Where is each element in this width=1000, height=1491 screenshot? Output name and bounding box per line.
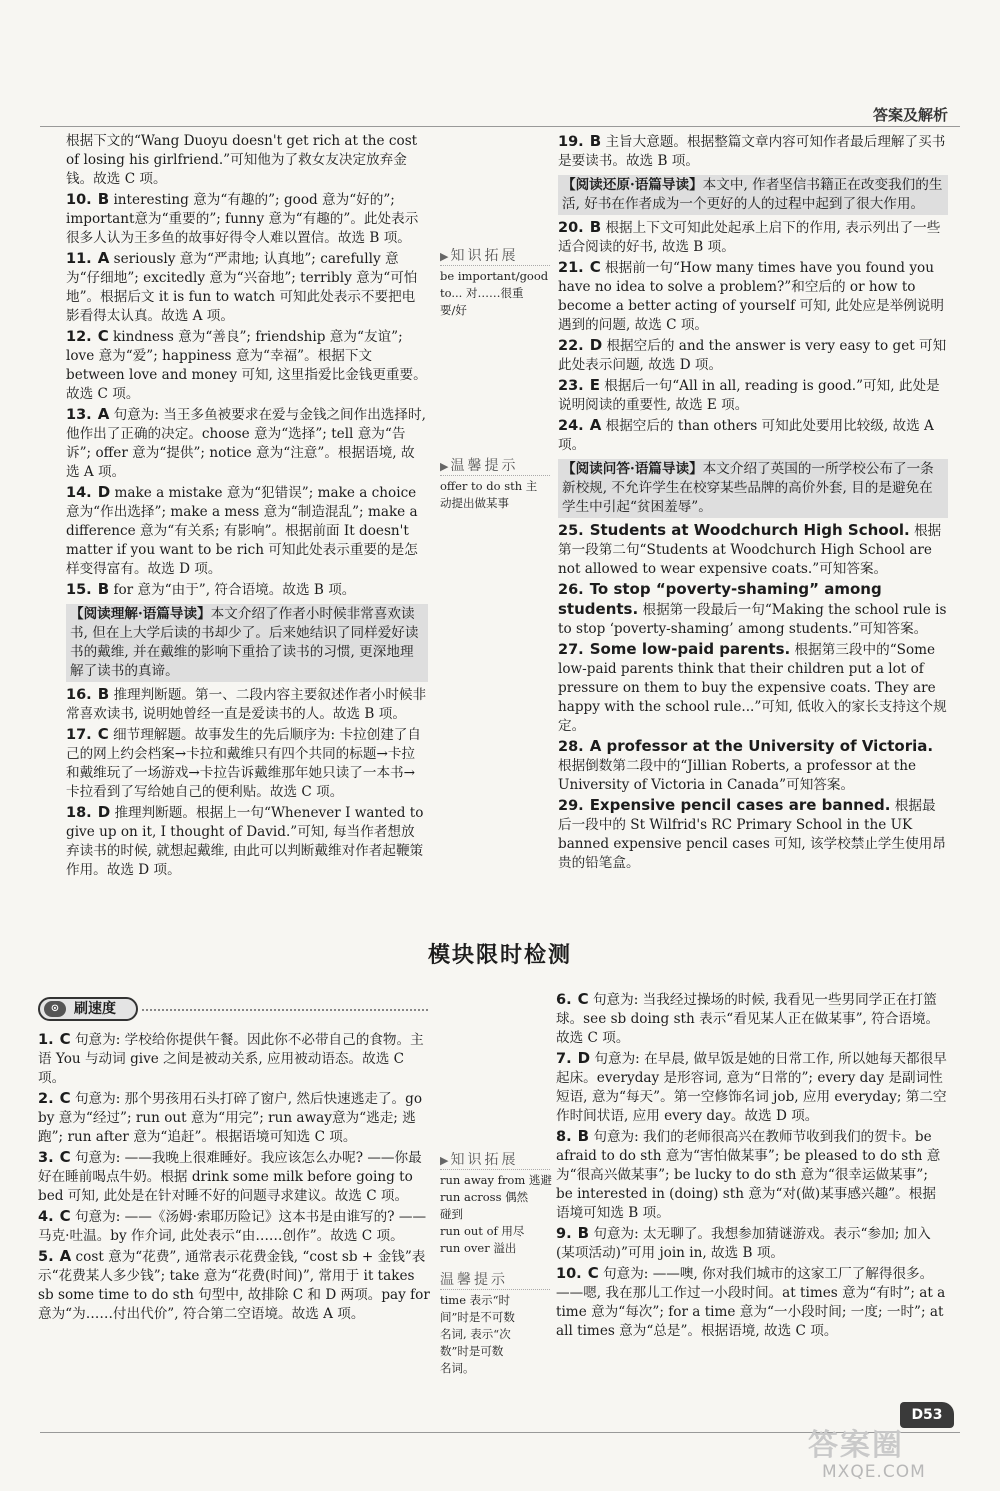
question-number: 1. bbox=[38, 1032, 54, 1048]
question-number: 17. bbox=[66, 727, 92, 743]
question-number: 14. bbox=[66, 485, 92, 501]
question-number: 12. bbox=[66, 329, 92, 345]
question-number: 19. bbox=[558, 134, 584, 150]
explanation-text: 句意为: 当王多鱼被要求在爱与金钱之间作出选择时, 他作出了正确的决定。choose 意为“选择”; tell 意为“告诉”; offer 意为“提供”; notice 意为“注意”。根据语境, 故选 A 项。 bbox=[66, 407, 426, 480]
explanation-text: 根据第一段第二句“Students at Woodchurch High School are not allowed to wear expensive coats.”可知答案。 bbox=[558, 523, 942, 577]
question-number: 11. bbox=[66, 251, 92, 267]
side-note-line: 名词, 表示“次 bbox=[440, 1327, 511, 1341]
explanation-text: 句意为: 太无聊了。我想参加猜谜游戏。表示“参加; 加入(某项活动)”可用 join in, 故选 B 项。 bbox=[556, 1226, 931, 1261]
answer-item bbox=[558, 796, 948, 873]
question-number: 16. bbox=[66, 687, 92, 703]
question-number: 20. bbox=[558, 220, 584, 236]
answer-key: D bbox=[577, 1049, 591, 1067]
guide-text: 本文介绍了英国的一所学校公布了一条新校规, 不允许学生在校穿某些品牌的高价外套, 目的是避免在学生中引起“贫困羞辱”。 bbox=[562, 461, 934, 515]
explanation-text: 根据前一句“How many times have you found you have no idea to solve a problem?”和空后的 or how to become a better acting of yourself 可知, 此处应是举例说明遇到的问题, 故选 C 项。 bbox=[558, 260, 945, 333]
answer-item bbox=[558, 336, 948, 375]
guide-tag: 【阅读问答·语篇导读】 bbox=[562, 461, 703, 477]
answer-key: C bbox=[59, 1148, 71, 1166]
guide-qa bbox=[558, 459, 948, 518]
section-title: 模块限时检测 bbox=[427, 943, 572, 968]
answer-item bbox=[558, 640, 948, 736]
arrow-right-icon: ▶ bbox=[440, 250, 449, 263]
watermark-logo: 答案圈 bbox=[808, 1428, 904, 1463]
explanation-text: 根据最后一段中的 St Wilfrid's RC Primary School in the UK banned expensive pencil cases 可知, 该学校禁止学生使用昂贵的铅笔盒。 bbox=[558, 798, 946, 871]
explanation-text: 句意为: 在早晨, 做早饭是她的日常工作, 所以她每天都很早起床。everyday 是形容词, 意为“日常的”; every day 是副词性短语, 意为“每天”。第一空修饰名词 job, 应用 everyday; 第二空作时间状语, 应用 every day。故选 D 项。 bbox=[556, 1051, 947, 1124]
answer-item bbox=[38, 1030, 430, 1088]
header-rule bbox=[40, 126, 960, 127]
arrow-right-icon: ▶ bbox=[440, 460, 449, 473]
answer-list bbox=[38, 1030, 430, 1324]
question-number: 4. bbox=[38, 1209, 54, 1225]
answer-key: D bbox=[589, 336, 603, 354]
side-note-tip bbox=[440, 458, 552, 512]
answer-key: C bbox=[587, 1264, 599, 1282]
explanation-text: 根据下文的“Wang Duoyu doesn't get rich at the cost of losing his girlfriend.”可知他为了救女友决定放弃金钱。故选 C 项。 bbox=[66, 133, 418, 187]
question-number: 7. bbox=[556, 1051, 572, 1067]
answer-list bbox=[66, 685, 428, 880]
side-note-tip bbox=[440, 1272, 552, 1377]
explanation-text: 推理判断题。根据上一句“Whenever I wanted to give up on it, I thought of David.”可知, 每当作者想放弃读书的时候, 就想起戴维, 由此可以判断戴维对作者起鞭策作用。故选 D 项。 bbox=[66, 805, 424, 878]
answer-key: A professor at the University of Victoria. bbox=[589, 737, 934, 755]
side-note-line: time 表示“时 bbox=[440, 1293, 511, 1307]
side-note-line: 数”时是可数 bbox=[440, 1344, 504, 1358]
answer-list bbox=[558, 218, 948, 455]
answer-item bbox=[556, 990, 948, 1048]
answer-item bbox=[66, 132, 428, 189]
question-number: 26. bbox=[558, 582, 584, 598]
side-note-head: 温馨提示 bbox=[440, 1272, 550, 1290]
answer-item bbox=[66, 685, 428, 724]
arrow-right-icon: ▶ bbox=[440, 1154, 449, 1167]
answer-key: C bbox=[577, 990, 589, 1008]
answer-item bbox=[558, 416, 948, 455]
watermark-url: MXQE.COM bbox=[822, 1462, 926, 1482]
answer-item bbox=[66, 190, 428, 248]
explanation-text: 推理判断题。第一、二段内容主要叙述作者小时候非常喜欢读书, 说明她曾经一直是爱读书的人。故选 B 项。 bbox=[66, 687, 427, 722]
answer-item bbox=[38, 1247, 430, 1324]
answer-item bbox=[66, 803, 428, 880]
answer-key: To stop “poverty-shaming” among students. bbox=[558, 580, 882, 618]
answer-key: Students at Woodchurch High School. bbox=[589, 521, 910, 539]
answer-key: D bbox=[97, 803, 111, 821]
speed-badge bbox=[38, 997, 428, 1023]
explanation-text: 根据第一段最后一句“Making the school rule is to stop ‘poverty-shaming’ among students.”可知答案。 bbox=[558, 602, 947, 637]
answer-key: A bbox=[59, 1247, 72, 1265]
question-number: 5. bbox=[38, 1249, 54, 1265]
answer-key: B bbox=[97, 685, 110, 703]
side-note-head: ▶ 知识拓展 bbox=[440, 248, 550, 266]
explanation-text: 细节理解题。故事发生的先后顺序为: 卡拉创建了自己的网上约会档案→卡拉和戴维只有四个共同的标题→卡拉和戴维玩了一场游戏→卡拉告诉戴维那年她只读了一本书→卡拉看到了写给她自己的便利贴。故选 C 项。 bbox=[66, 727, 421, 800]
explanation-text: 根据空后的 than others 可知此处要用比较级, 故选 A 项。 bbox=[558, 418, 934, 453]
answer-item bbox=[558, 376, 948, 415]
side-note-line: 要/好 bbox=[440, 303, 467, 317]
explanation-text: 句意为: 当我经过操场的时候, 我看见一些男同学正在打篮球。see sb doing sth 表示“看见某人正在做某事”, 符合语境。故选 C 项。 bbox=[556, 992, 940, 1046]
question-number: 28. bbox=[558, 739, 584, 755]
answer-key: D bbox=[97, 483, 111, 501]
answer-key: Some low-paid parents. bbox=[589, 640, 791, 658]
answer-item bbox=[558, 218, 948, 257]
answer-key: B bbox=[577, 1127, 590, 1145]
side-note-line: offer to do sth 主 bbox=[440, 479, 538, 493]
question-number: 10. bbox=[66, 192, 92, 208]
answer-key: C bbox=[59, 1089, 71, 1107]
side-note-knowledge bbox=[440, 248, 552, 319]
answer-item bbox=[558, 580, 948, 639]
explanation-text: 句意为: ——我晚上很难睡好。我应该怎么办呢? ——你最好在睡前喝点牛奶。根据 drink some milk before going to bed 可知, 此处是在针对睡不好的问题寻求建议。故选 C 项。 bbox=[38, 1150, 422, 1204]
explanation-text: 根据后一句“All in all, reading is good.”可知, 此处是说明阅读的重要性, 故选 E 项。 bbox=[558, 378, 940, 413]
answer-key: C bbox=[589, 258, 601, 276]
side-note-line: 动提出做某事 bbox=[440, 496, 509, 510]
answer-key: A bbox=[589, 416, 602, 434]
answer-item bbox=[66, 327, 428, 404]
answer-item bbox=[558, 737, 948, 795]
explanation-text: for 意为“由于”, 符合语境。故选 B 项。 bbox=[113, 582, 356, 598]
guide-reading bbox=[66, 604, 428, 682]
answer-key: B bbox=[97, 580, 110, 598]
guide-tag: 【阅读还原·语篇导读】 bbox=[562, 177, 703, 193]
answer-item bbox=[66, 725, 428, 802]
guide-text: 本文介绍了作者小时候非常喜欢读书, 但在上大学后读的书却少了。后来她结识了同样爱好读书的戴维, 并在戴维的影响下重拾了读书的习惯, 更深地理解了读书的真谛。 bbox=[70, 606, 419, 679]
answer-item bbox=[558, 258, 948, 335]
answer-item bbox=[556, 1049, 948, 1126]
side-note-line: be important/good bbox=[440, 269, 549, 283]
question-number: 21. bbox=[558, 260, 584, 276]
explanation-text: 句意为: 学校给你提供午餐。因此你不必带自己的食物。主语 You 与动词 give 之间是被动关系, 应用被动语态。故选 C 项。 bbox=[38, 1032, 424, 1086]
side-note-line: run away from 逃避 bbox=[440, 1173, 552, 1187]
question-number: 24. bbox=[558, 418, 584, 434]
question-number: 2. bbox=[38, 1091, 54, 1107]
column-bottom-right bbox=[556, 990, 948, 1342]
answer-key: Expensive pencil cases are banned. bbox=[589, 796, 891, 814]
answer-item bbox=[556, 1224, 948, 1263]
explanation-text: 句意为: 我们的老师很高兴在教师节收到我们的贺卡。be afraid to do sth 意为“害怕做某事”; be pleased to do sth 意为“很高兴做某事”; be lucky to do sth 意为“很幸运做某事”; be interested in (doing) sth 意为“对(做)某事感兴趣”。根据语境可知选 B 项。 bbox=[556, 1129, 941, 1221]
explanation-text: 主旨大意题。根据整篇文章内容可知作者最后理解了买书是要读书。故选 B 项。 bbox=[558, 134, 946, 169]
explanation-text: 根据空后的 and the answer is very easy to get 可知此处表示问题, 故选 D 项。 bbox=[558, 338, 947, 373]
column-top-left bbox=[66, 132, 428, 881]
answer-key: A bbox=[97, 249, 110, 267]
guide-restore bbox=[558, 175, 948, 215]
answer-list bbox=[558, 132, 948, 171]
explanation-text: kindness 意为“善良”; friendship 意为“友谊”; love 意为“爱”; happiness 意为“幸福”。根据下文 between love and money 可知, 这里指爱比金钱更重要。故选 C 项。 bbox=[66, 329, 427, 402]
question-number: 9. bbox=[556, 1226, 572, 1242]
question-number: 10. bbox=[556, 1266, 582, 1282]
explanation-text: cost 意为“花费”, 通常表示花费金钱, “cost sb + 金钱”表示“花费某人多少钱”; take 意为“花费(时间)”, 常用于 it takes sb some time to do sth 句型中, 故排除 C 和 D 两项。pay for 意为“为……付出代价”, 符合第二空语境。故选 A 项。 bbox=[38, 1249, 430, 1322]
answer-item bbox=[66, 405, 428, 482]
answer-list bbox=[556, 990, 948, 1341]
answer-item bbox=[66, 580, 428, 600]
answer-key: B bbox=[577, 1224, 590, 1242]
explanation-text: seriously 意为“严肃地; 认真地”; carefully 意为“仔细地”; excitedly 意为“兴奋地”; terribly 意为“可怕地”。根据后文 it is fun to watch 可知此处表示不要把电影看得太认真。故选 A 项。 bbox=[66, 251, 418, 324]
answer-key: C bbox=[59, 1030, 71, 1048]
question-number: 22. bbox=[558, 338, 584, 354]
question-number: 6. bbox=[556, 992, 572, 1008]
side-note-line: run across 偶然 bbox=[440, 1190, 529, 1204]
dotted-divider bbox=[142, 1009, 428, 1011]
answer-key: B bbox=[589, 132, 602, 150]
side-note-line: to... 对……很重 bbox=[440, 286, 524, 300]
answer-item bbox=[38, 1148, 430, 1206]
question-number: 3. bbox=[38, 1150, 54, 1166]
side-note-line: run out of 用尽 bbox=[440, 1224, 525, 1238]
side-note-line: 名词。 bbox=[440, 1361, 475, 1375]
header-label: 答案及解析 bbox=[872, 106, 948, 124]
answer-key: C bbox=[59, 1207, 71, 1225]
question-number: 15. bbox=[66, 582, 92, 598]
answer-item bbox=[66, 483, 428, 579]
answer-key: C bbox=[97, 327, 109, 345]
question-number: 23. bbox=[558, 378, 584, 394]
question-number: 29. bbox=[558, 798, 584, 814]
question-number: 27. bbox=[558, 642, 584, 658]
side-note-line: run over 溢出 bbox=[440, 1241, 517, 1255]
answer-key: E bbox=[589, 376, 600, 394]
side-note-head: ▶ 知识拓展 bbox=[440, 1152, 550, 1170]
explanation-text: 根据第三段中的“Some low-paid parents think that their children put a lot of pressure on them to buy the expensive coats. They are happy with the school rule...”可知, 低收入的家长支持这个规定。 bbox=[558, 642, 947, 734]
question-number: 18. bbox=[66, 805, 92, 821]
side-note-line: 间”时是不可数 bbox=[440, 1310, 515, 1324]
answer-item bbox=[556, 1127, 948, 1223]
answer-item bbox=[556, 1264, 948, 1341]
answer-list bbox=[66, 132, 428, 600]
question-number: 8. bbox=[556, 1129, 572, 1145]
answer-list bbox=[558, 521, 948, 873]
explanation-text: 句意为: ——噢, 你对我们城市的这家工厂了解得很多。——嗯, 我在那儿工作过一小段时间。at times 意为“有时”; at a time 意为“每次”; for a time 意为“一小段时间; 一度; 一时”; at all times 意为“总是”。根据语境, 故选 C 项。 bbox=[556, 1266, 946, 1339]
explanation-text: interesting 意为“有趣的”; good 意为“好的”; important意为“重要的”; funny 意为“有趣的”。此处表示很多人认为王多鱼的故事好得令人难以置信。故选 B 项。 bbox=[66, 192, 419, 246]
answer-item bbox=[66, 249, 428, 326]
answer-key: A bbox=[97, 405, 110, 423]
page-number: D53 bbox=[900, 1402, 954, 1428]
explanation-text: make a mistake 意为“犯错误”; make a choice 意为“作出选择”; make a mess 意为“制造混乱”; make a difference 意为“有关系; 有影响”。根据前面 It doesn't matter if you want to be rich 可知此处表示重要的是怎样变得富有。故选 D 项。 bbox=[66, 485, 418, 577]
answer-item bbox=[558, 132, 948, 171]
badge-pill bbox=[38, 997, 138, 1021]
explanation-text: 句意为: 那个男孩用石头打碎了窗户, 然后快速逃走了。go by 意为“经过”; run out 意为“用完”; run away意为“逃走; 逃跑”; run after 意为“追赶”。根据语境可知选 C 项。 bbox=[38, 1091, 423, 1145]
answer-key: B bbox=[97, 190, 110, 208]
side-note-knowledge bbox=[440, 1152, 552, 1257]
explanation-text: 根据倒数第二段中的“Jillian Roberts, a professor at the University of Victoria in Canada”可知答案。 bbox=[558, 758, 917, 793]
side-note-line: 碰到 bbox=[440, 1207, 463, 1221]
answer-item bbox=[38, 1207, 430, 1246]
explanation-text: 句意为: ——《汤姆·索耶历险记》这本书是由谁写的? ——马克·吐温。by 作介词, 此处表示“由……创作”。故选 C 项。 bbox=[38, 1209, 427, 1244]
question-number: 25. bbox=[558, 523, 584, 539]
answer-key: B bbox=[589, 218, 602, 236]
badge-label: 刷速度 bbox=[74, 1001, 116, 1017]
speed-icon: ⊙ bbox=[44, 1001, 66, 1017]
question-number: 13. bbox=[66, 407, 92, 423]
answer-item bbox=[38, 1089, 430, 1147]
side-note-head: ▶ 温馨提示 bbox=[440, 458, 550, 476]
answer-item bbox=[558, 521, 948, 579]
explanation-text: 根据上下文可知此处起承上启下的作用, 表示列出了一些适合阅读的好书, 故选 B 项。 bbox=[558, 220, 941, 255]
answer-key: C bbox=[97, 725, 109, 743]
column-bottom-left bbox=[38, 1030, 430, 1325]
guide-text: 本文中, 作者坚信书籍正在改变我们的生活, 好书在作者成为一个更好的人的过程中起到了很大作用。 bbox=[562, 177, 943, 212]
column-top-right bbox=[558, 132, 948, 874]
guide-tag: 【阅读理解·语篇导读】 bbox=[70, 606, 211, 622]
